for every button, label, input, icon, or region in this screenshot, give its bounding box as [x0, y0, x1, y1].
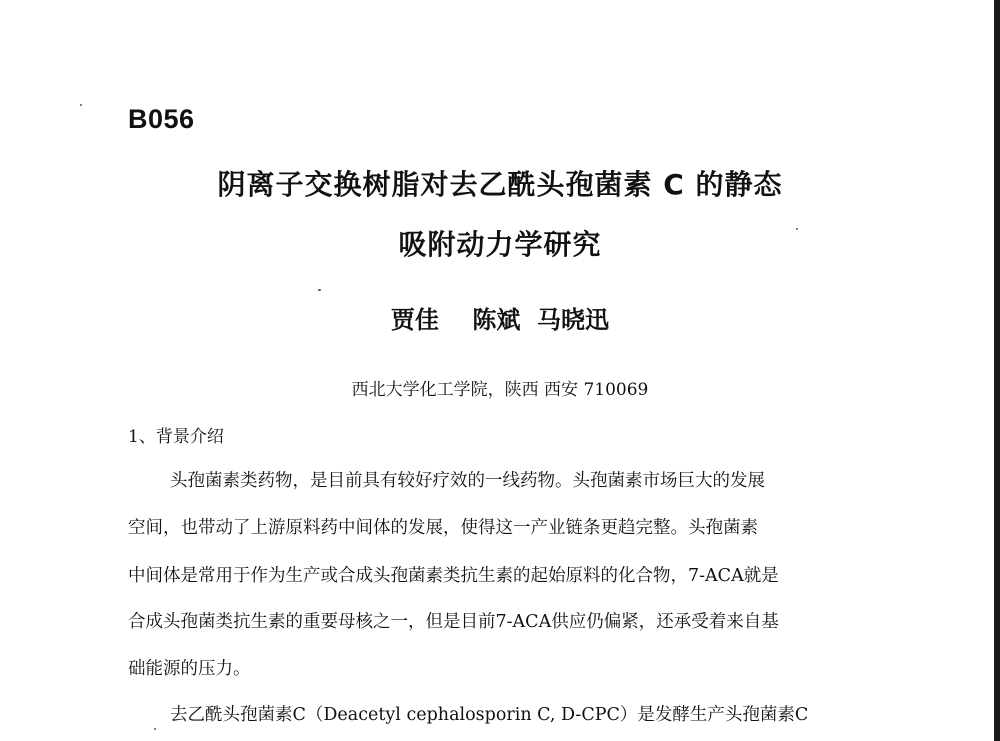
- section-heading: 1、背景介绍: [128, 427, 224, 447]
- scan-speck: [318, 289, 321, 291]
- scan-edge: [994, 0, 1000, 741]
- paper-code: B056: [128, 104, 195, 134]
- affiliation: 西北大学化工学院，陕西 西安 710069: [351, 380, 649, 400]
- paragraph-line: 中间体是常用于作为生产或合成头孢菌素类抗生素的起始原料的化合物，7-ACA就是: [128, 566, 779, 586]
- paragraph-line: 头孢菌素类药物，是目前具有较好疗效的一线药物。头孢菌素市场巨大的发展: [170, 471, 765, 491]
- paragraph-line: 去乙酰头孢菌素C（Deacetyl cephalosporin C, D-CPC）是发酵生产头孢菌素C: [170, 705, 809, 725]
- scan-speck: [80, 104, 82, 106]
- scan-speck: [154, 728, 156, 730]
- paragraph-line: 空间，也带动了上游原料药中间体的发展，使得这一产业链条更趋完整。头孢菌素: [128, 518, 758, 538]
- authors: 贾佳 陈斌 马晓迅: [390, 306, 610, 334]
- title-line-1: 阴离子交换树脂对去乙酰头孢菌素 C 的静态: [217, 168, 783, 201]
- paragraph-line: 础能源的压力。: [128, 659, 251, 679]
- paragraph-line: 合成头孢菌类抗生素的重要母核之一，但是目前7-ACA供应仍偏紧，还承受着来自基: [128, 612, 779, 632]
- title-line-2: 吸附动力学研究: [398, 228, 602, 261]
